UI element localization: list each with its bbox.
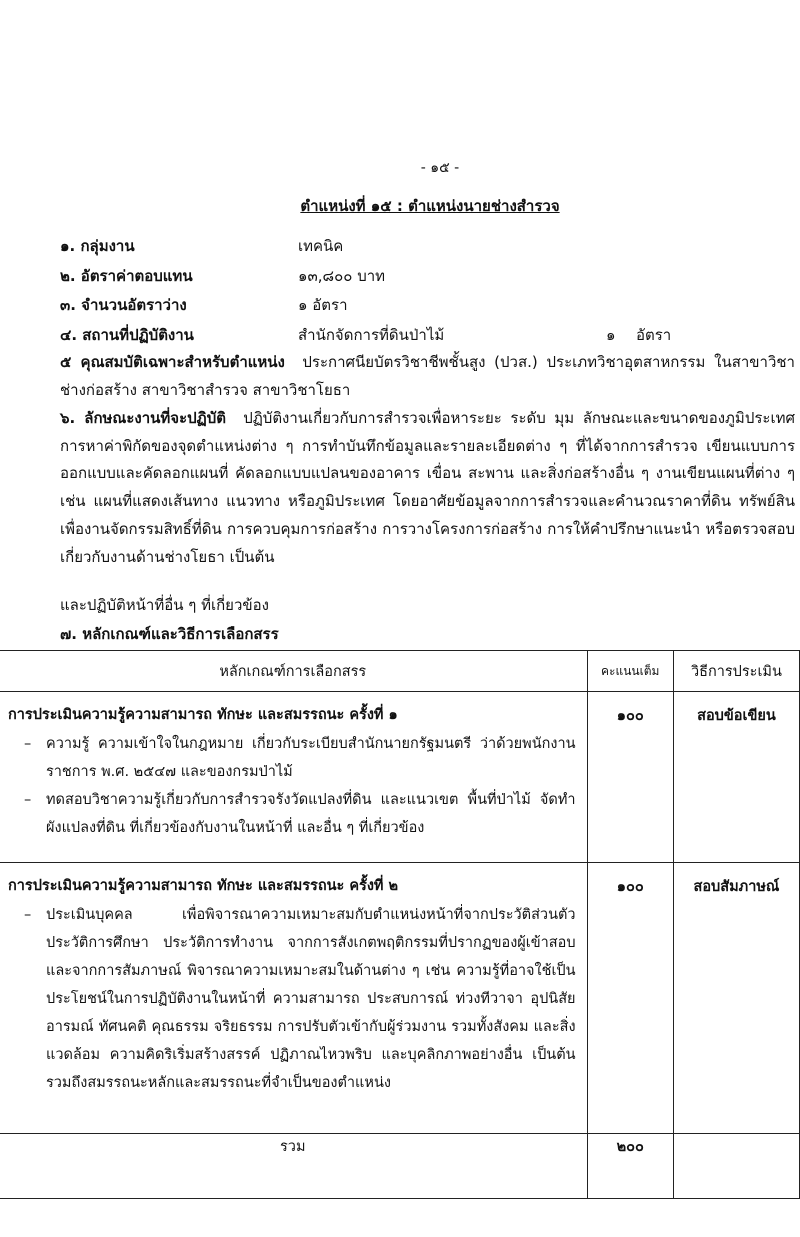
qualification-label: ๕ คุณสมบัติเฉพาะสำหรับตำแหน่ง	[60, 353, 285, 371]
duties-label: ๖. ลักษณะงานที่จะปฏิบัติ	[60, 409, 226, 427]
table-row	[0, 692, 800, 863]
list-item-text: ความรู้ ความเข้าใจในกฎหมาย เกี่ยวกับระเบียบสำนักนายกรัฐมนตรี ว่าด้วยพนักงานราชการ พ.ศ. ๒๕๔๗ และของกรมป่าไม้	[46, 736, 576, 780]
section-method: สอบสัมภาษณ์	[673, 863, 799, 1134]
section-score: ๑๐๐	[587, 863, 673, 1134]
item-value: ๑ อัตรา	[298, 296, 348, 314]
section-title: การประเมินความรู้ความสามารถ ทักษะ และสมรรถนะ ครั้งที่ ๒	[8, 878, 399, 894]
table-row	[0, 863, 800, 1134]
criteria-heading	[60, 622, 279, 646]
item-label: ๔. สถานที่ปฏิบัติงาน	[60, 326, 194, 344]
total-score: ๒๐๐	[587, 1134, 673, 1199]
qualification-paragraph	[60, 349, 795, 404]
item-label: ๓. จำนวนอัตราว่าง	[60, 296, 187, 314]
section-score: ๑๐๐	[587, 692, 673, 863]
dash-bullet: –	[24, 907, 32, 923]
item-value: เทคนิค	[298, 237, 344, 255]
item-label: ๑. กลุ่มงาน	[60, 237, 135, 255]
duties-paragraph	[60, 405, 795, 571]
list-item	[0, 901, 586, 1097]
criteria-cell	[0, 863, 587, 1134]
list-item-text: ทดสอบวิชาความรู้เกี่ยวกับการสำรวจรังวัดแปลงที่ดิน และแนวเขต พื้นที่ป่าไม้ จัดทำผังแปลงที่ดิน ที่เกี่ยวข้องกับงานในหน้าที่ และอื่น ๆ ที่เกี่ยวข้อง	[46, 792, 576, 836]
section-title: การประเมินความรู้ความสามารถ ทักษะ และสมรรถนะ ครั้งที่ ๑	[8, 707, 398, 723]
workplace-unit: อัตรา	[636, 326, 672, 344]
item-label: ๒. อัตราค่าตอบแทน	[60, 267, 193, 285]
dash-bullet: –	[24, 792, 32, 808]
position-title: ตำแหน่งที่ ๑๕ : ตำแหน่งนายช่างสำรวจ	[300, 197, 560, 215]
total-label: รวม	[0, 1134, 587, 1199]
list-item	[0, 786, 586, 842]
criteria-heading-text: ๗. หลักเกณฑ์และวิธีการเลือกสรร	[60, 625, 279, 643]
item-value: ๑๓,๘๐๐ บาท	[298, 267, 386, 285]
list-item	[0, 730, 586, 786]
item-compensation	[60, 264, 386, 288]
workplace-count: ๑	[606, 326, 616, 344]
item-workplace	[60, 323, 795, 347]
item-value: สำนักจัดการที่ดินป่าไม้	[298, 326, 445, 344]
item-vacancies	[60, 293, 348, 317]
qualification-text: ประกาศนียบัตรวิชาชีพชั้นสูง (ปวส.) ประเภทวิชาอุตสาหกรรม ในสาขาวิชาช่างก่อสร้าง สาขาวิชาสำรวจ สาขาวิชาโยธา	[60, 353, 795, 399]
header-full-score: คะแนนเต็ม	[587, 651, 673, 692]
duties-text: ปฏิบัติงานเกี่ยวกับการสำรวจเพื่อหาระยะ ระดับ มุม ลักษณะและขนาดของภูมิประเทศ การหาค่าพิกัดของจุดตำแหน่งต่าง ๆ การทำบันทึกข้อมูลและรายละเอียดต่าง ๆ ที่ได้จากการสำรวจ เขียนแบบการออกแบบและคัดลอกแผนที่ คัดลอกแบบแปลนของอาคาร เขื่อน สะพาน และสิ่งก่อสร้างอื่น ๆ งานเขียนแผนที่ต่าง ๆ เช่น แผนที่แสดงเส้นทาง แนวทาง หรือภูมิประเทศ โดยอาศัยข้อมูลจากการสำรวจและคำนวณราคาที่ดิน ทรัพย์สิน เพื่องานจัดกรรมสิทธิ์ที่ดิน การควบคุมการก่อสร้าง การวางโครงการก่อสร้าง การให้คำปรึกษาแนะนำ หรือตรวจสอบเกี่ยวกับงานด้านช่างโยธา เป็นต้น	[60, 409, 795, 566]
section-method: สอบข้อเขียน	[673, 692, 799, 863]
table-total-row	[0, 1134, 800, 1199]
dash-bullet: –	[24, 736, 32, 752]
page-number: - ๑๕ -	[420, 160, 460, 176]
criteria-table	[0, 650, 800, 1199]
list-item-text: ประเมินบุคคล เพื่อพิจารณาความเหมาะสมกับตำแหน่งหน้าที่จากประวัติส่วนตัวประวัติการศึกษา ประวัติการทำงาน จากการสังเกตพฤติกรรมที่ปรากฏของผู้เข้าสอบและจากการสัมภาษณ์ พิจารณาความเหมาะสมในด้านต่าง ๆ เช่น ความรู้ที่อาจใช้เป็นประโยชน์ในการปฏิบัติงานในหน้าที่ ความสามารถ ประสบการณ์ ท่วงทีวาจา อุปนิสัย อารมณ์ ทัศนคติ คุณธรรม จริยธรรม การปรับตัวเข้ากับผู้ร่วมงาน รวมทั้งสังคม และสิ่งแวดล้อม ความคิดริเริ่มสร้างสรรค์ ปฏิภาณไหวพริบ และบุคลิกภาพอย่างอื่น เป็นต้น รวมถึงสมรรถนะหลักและสมรรถนะที่จำเป็นของตำแหน่ง	[46, 907, 576, 1091]
criteria-cell	[0, 692, 587, 863]
item-work-group	[60, 234, 344, 258]
header-method: วิธีการประเมิน	[673, 651, 799, 692]
table-header-row	[0, 651, 800, 692]
total-method-empty	[673, 1134, 799, 1199]
header-criteria: หลักเกณฑ์การเลือกสรร	[0, 651, 587, 692]
duties-tail: และปฏิบัติหน้าที่อื่น ๆ ที่เกี่ยวข้อง	[60, 596, 269, 614]
